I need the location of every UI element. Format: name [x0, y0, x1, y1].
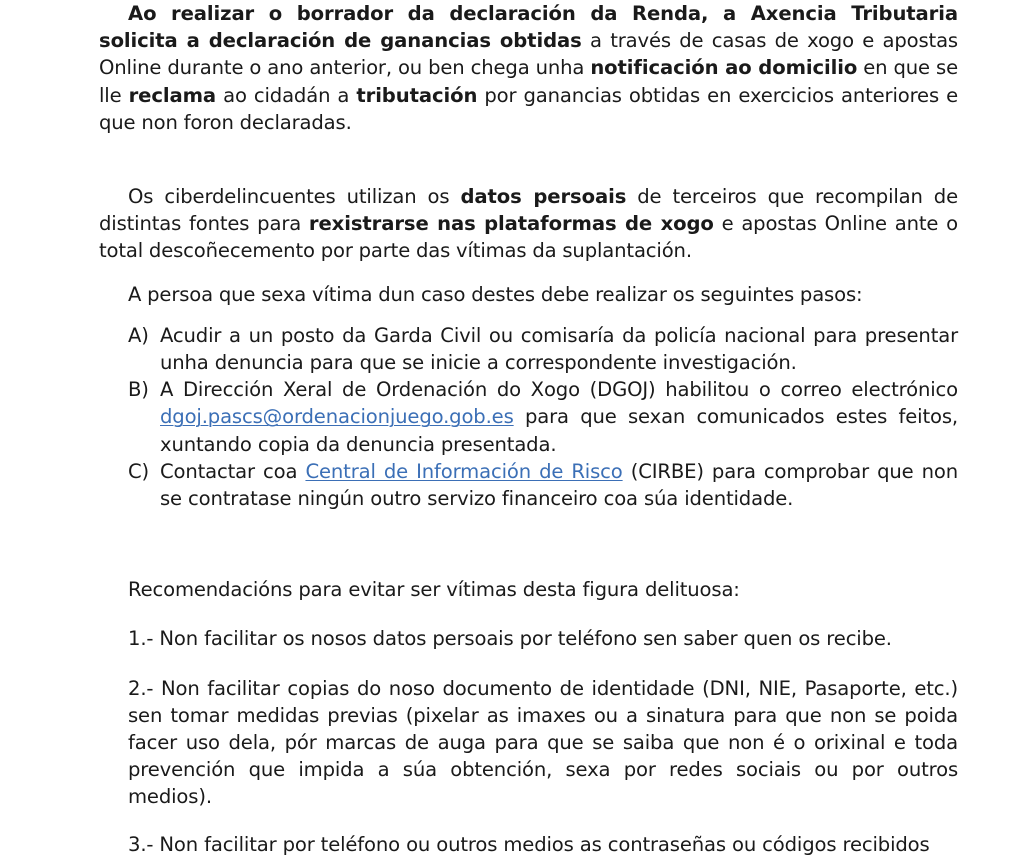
paragraph-1-bold-lead: Ao realizar o borrador da declaración da Renda, a Axencia Tributaria solicita a declaración de ganancias obtidas	[99, 2, 958, 53]
step-c-marker: C)	[128, 459, 150, 483]
step-a-marker: A)	[128, 323, 149, 347]
paragraph-1-text-8: por ganancias obtidas en exercicios anteriores e que non foron declaradas.	[99, 83, 959, 134]
recommendation-item-1: 1.- Non facilitar os nosos datos persoais por teléfono sen saber quen os recibe.	[128, 627, 892, 651]
paragraph-1-bold-tributacion: tributación	[356, 83, 478, 107]
paragraph-1-bold-notification: notificación ao domicilio	[590, 56, 858, 80]
step-b-text-before: A Dirección Xeral de Ordenación do Xogo (DGOJ) habilitou o correo electrónico	[160, 378, 958, 402]
step-c-text-before: Contactar coa	[160, 459, 306, 483]
paragraph-2-bold-datos-persoais: datos persoais	[460, 185, 627, 209]
list-item-step-c	[99, 458, 958, 512]
cirbe-link[interactable]: Central de Información de Risco	[305, 459, 623, 483]
paragraph-2-bold-rexistrarse: rexistrarse nas plataformas de xogo	[308, 212, 714, 236]
paragraph-tax-notice	[99, 0, 958, 136]
recommendation-item-3: 3.- Non facilitar por teléfono ou outros medios as contraseñas ou códigos recibidos	[128, 832, 930, 856]
recommendation-item-2: 2.- Non facilitar copias do noso documento de identidade (DNI, NIE, Pasaporte, etc.) sen tomar medidas previas (pixelar as imaxes ou a sinatura para que non se poida facer uso dela, pór marcas de auga para que se saiba que non é o orixinal e toda prevención que impida a súa obtención, sexa por redes sociais ou por outros medios).	[128, 676, 958, 809]
paragraph-1-text-6: ao cidadán a	[216, 83, 357, 107]
recommendations-heading: Recomendacións para evitar ser vítimas desta figura delituosa:	[128, 578, 740, 602]
paragraph-2-text-5: e apostas Online ante o total descoñecemento por parte das vítimas da suplantación.	[99, 212, 958, 263]
list-item-step-b	[99, 376, 958, 458]
steps-intro-line: A persoa que sexa vítima dun caso destes debe realizar os seguintes pasos:	[128, 282, 863, 306]
document-body	[99, 0, 958, 858]
step-b-text-after: para que sexan comunicados estes feitos, xuntando copia da denuncia presentada.	[160, 405, 958, 456]
paragraph-1-bold-reclama: reclama	[128, 83, 217, 107]
paragraph-2-text-1: Os ciberdelincuentes utilizan os	[128, 185, 461, 209]
steps-list	[99, 322, 958, 512]
step-b-marker: B)	[128, 378, 149, 402]
paragraph-2-text-3: de terceiros que recompilan de distintas fontes para	[99, 185, 959, 236]
paragraph-1-text-4: en que se lle	[99, 56, 958, 107]
list-item-step-a	[99, 322, 958, 376]
paragraph-cybercriminals	[99, 183, 958, 265]
step-a-text: Acudir a un posto da Garda Civil ou comisaría da policía nacional para presentar unha denuncia para que se inicie a correspondente investigación.	[160, 323, 958, 375]
email-link-dgoj[interactable]: dgoj.pascs@ordenacionjuego.gob.es	[160, 405, 514, 429]
paragraph-1-text-2: a través de casas de xogo e apostas Online durante o ano anterior, ou ben chega unha	[99, 29, 958, 80]
step-c-text-after: (CIRBE) para comprobar que non se contratase ningún outro servizo financeiro coa súa identidade.	[160, 459, 958, 511]
